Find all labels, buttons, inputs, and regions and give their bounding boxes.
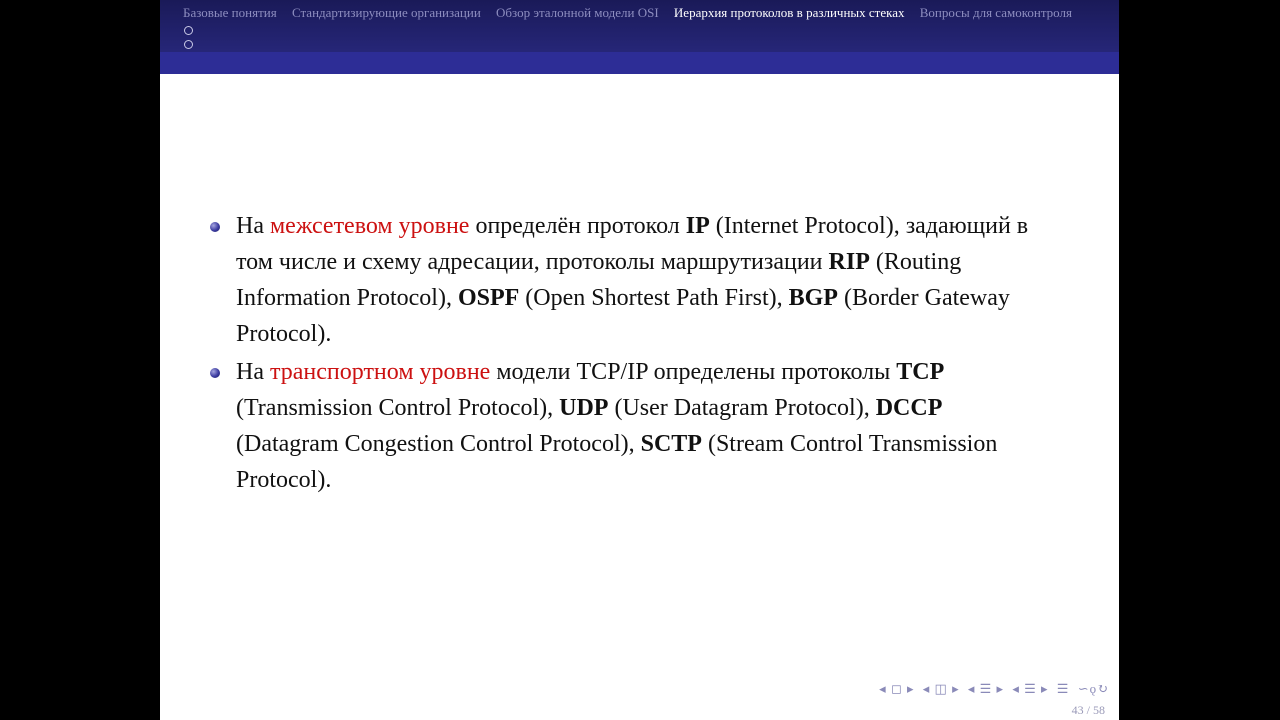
subsection-dot-icon[interactable]	[184, 26, 193, 35]
protocol-name: RIP	[828, 249, 870, 275]
text: (Internet Protocol), задающий в том числе и схему адресации, протоколы маршрутизации	[236, 213, 1029, 275]
list-item	[208, 354, 1038, 498]
protocol-name: UDP	[559, 395, 609, 421]
subsection-dots	[184, 26, 193, 52]
text: (Open Shortest Path First),	[519, 285, 789, 311]
text: (Transmission Control Protocol),	[236, 395, 560, 421]
list-item	[208, 208, 1038, 352]
nav-section-basics[interactable]: Базовые понятия	[183, 5, 277, 20]
appendix-nav-icon[interactable]: ☰	[1056, 681, 1070, 696]
text: На	[236, 359, 270, 385]
highlight-term: транспортном уровне	[269, 359, 491, 385]
frame-nav-icon[interactable]: ◂ ◫ ▸	[922, 681, 960, 696]
slide-content	[208, 208, 1038, 500]
title-bar	[160, 52, 1119, 74]
subsection-dot-icon[interactable]	[184, 40, 193, 49]
text: (Datagram Congestion Control Protocol),	[236, 431, 641, 457]
beamer-navigation	[875, 681, 1109, 697]
protocol-name: IP	[685, 213, 710, 239]
text: определён протокол	[469, 213, 686, 239]
nav-section-protocol-stacks[interactable]: Иерархия протоколов в различных стеках	[673, 5, 905, 20]
text: модели TCP/IP определены протоколы	[490, 359, 897, 385]
protocol-name: DCCP	[875, 395, 943, 421]
nav-section-questions[interactable]: Вопросы для самоконтроля	[919, 5, 1072, 20]
text: (Stream Control Transmission Protocol).	[236, 431, 998, 493]
text: (Routing Information Protocol),	[236, 249, 962, 311]
text: На	[236, 213, 270, 239]
section-list	[183, 5, 1084, 21]
text: (User Datagram Protocol),	[608, 395, 876, 421]
slide-nav-icon[interactable]: ◂ ◻ ▸	[879, 681, 915, 696]
highlight-term: межсетевом уровне	[269, 213, 470, 239]
header-navigation	[160, 0, 1119, 52]
protocol-name: BGP	[788, 285, 838, 311]
protocol-name: OSPF	[457, 285, 520, 311]
nav-section-standards[interactable]: Стандартизирующие организации	[291, 5, 481, 20]
protocol-name: SCTP	[640, 431, 702, 457]
subsection-nav-icon[interactable]: ◂ ☰ ▸	[967, 681, 1005, 696]
text: (Border Gateway Protocol).	[236, 285, 1010, 347]
section-nav-icon[interactable]: ◂ ☰ ▸	[1012, 681, 1049, 696]
bullet-icon	[210, 368, 220, 378]
slide	[160, 0, 1119, 720]
bullet-icon	[210, 222, 220, 232]
nav-section-osi[interactable]: Обзор эталонной модели OSI	[496, 5, 659, 20]
search-nav-icon[interactable]: ∽ǫ↻	[1077, 681, 1109, 696]
page-number: 43 / 58	[1071, 703, 1105, 717]
protocol-name: TCP	[896, 359, 945, 385]
